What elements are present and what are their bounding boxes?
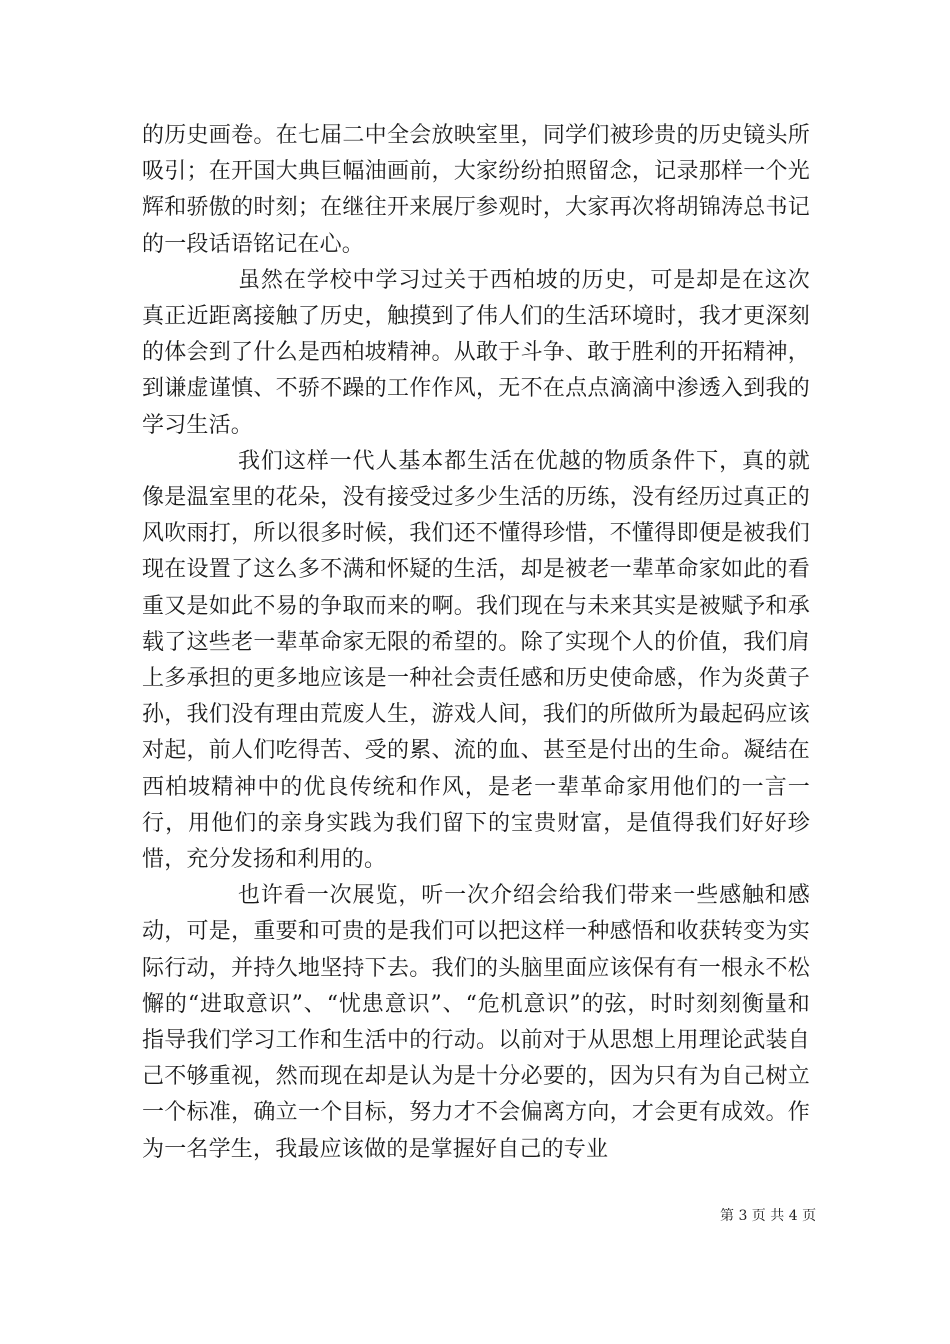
page-number-footer: 第 3 页 共 4 页 — [720, 1208, 817, 1224]
paragraph-3: 我们这样一代人基本都生活在优越的物质条件下，真的就像是温室里的花朵，没有接受过多少生活的历练，没有经历过真正的风吹雨打，所以很多时候，我们还不懂得珍惜，不懂得即便是被我们现在设置了这么多不满和怀疑的生活，却是被老一辈革命家如此的看重又是如此不易的争取而来的啊。我们现在与未来其实是被赋予和承载了这些老一辈革命家无限的希望的。除了实现个人的价值，我们肩上多承担的更多地应该是一种社会责任感和历史使命感，作为炎黄子孙，我们没有理由荒废人生，游戏人间，我们的所做所为最起码应该对起，前人们吃得苦、受的累、流的血、甚至是付出的生命。凝结在西柏坡精神中的优良传统和作风，是老一辈革命家用他们的一言一行，用他们的亲身实践为我们留下的宝贵财富，是值得我们好好珍惜，充分发扬和利用的。 — [142, 448, 810, 873]
paragraph-4: 也许看一次展览，听一次介绍会给我们带来一些感触和感动，可是，重要和可贵的是我们可以把这样一种感悟和收获转变为实际行动，并持久地坚持下去。我们的头脑里面应该保有有一根永不松懈的“进取意识”、“忧患意识”、“危机意识”的弦，时时刻刻衡量和指导我们学习工作和生活中的行动。以前对于从思想上用理论武装自己不够重视，然而现在却是认为是十分必要的，因为只有为自己树立一个标准，确立一个目标，努力才不会偏离方向，才会更有成效。作为一名学生，我最应该做的是掌握好自己的专业 — [142, 883, 810, 1162]
document-body — [142, 118, 810, 1168]
paragraph-2: 虽然在学校中学习过关于西柏坡的历史，可是却是在这次真正近距离接触了历史，触摸到了伟人们的生活环境时，我才更深刻的体会到了什么是西柏坡精神。从敢于斗争、敢于胜利的开拓精神，到谦虚谨慎、不骄不躁的工作作风，无不在点点滴滴中渗透入到我的学习生活。 — [142, 267, 810, 438]
paragraph-1: 的历史画卷。在七届二中全会放映室里，同学们被珍贵的历史镜头所吸引；在开国大典巨幅油画前，大家纷纷拍照留念，记录那样一个光辉和骄傲的时刻；在继往开来展厅参观时，大家再次将胡锦涛总书记的一段话语铭记在心。 — [142, 123, 810, 257]
